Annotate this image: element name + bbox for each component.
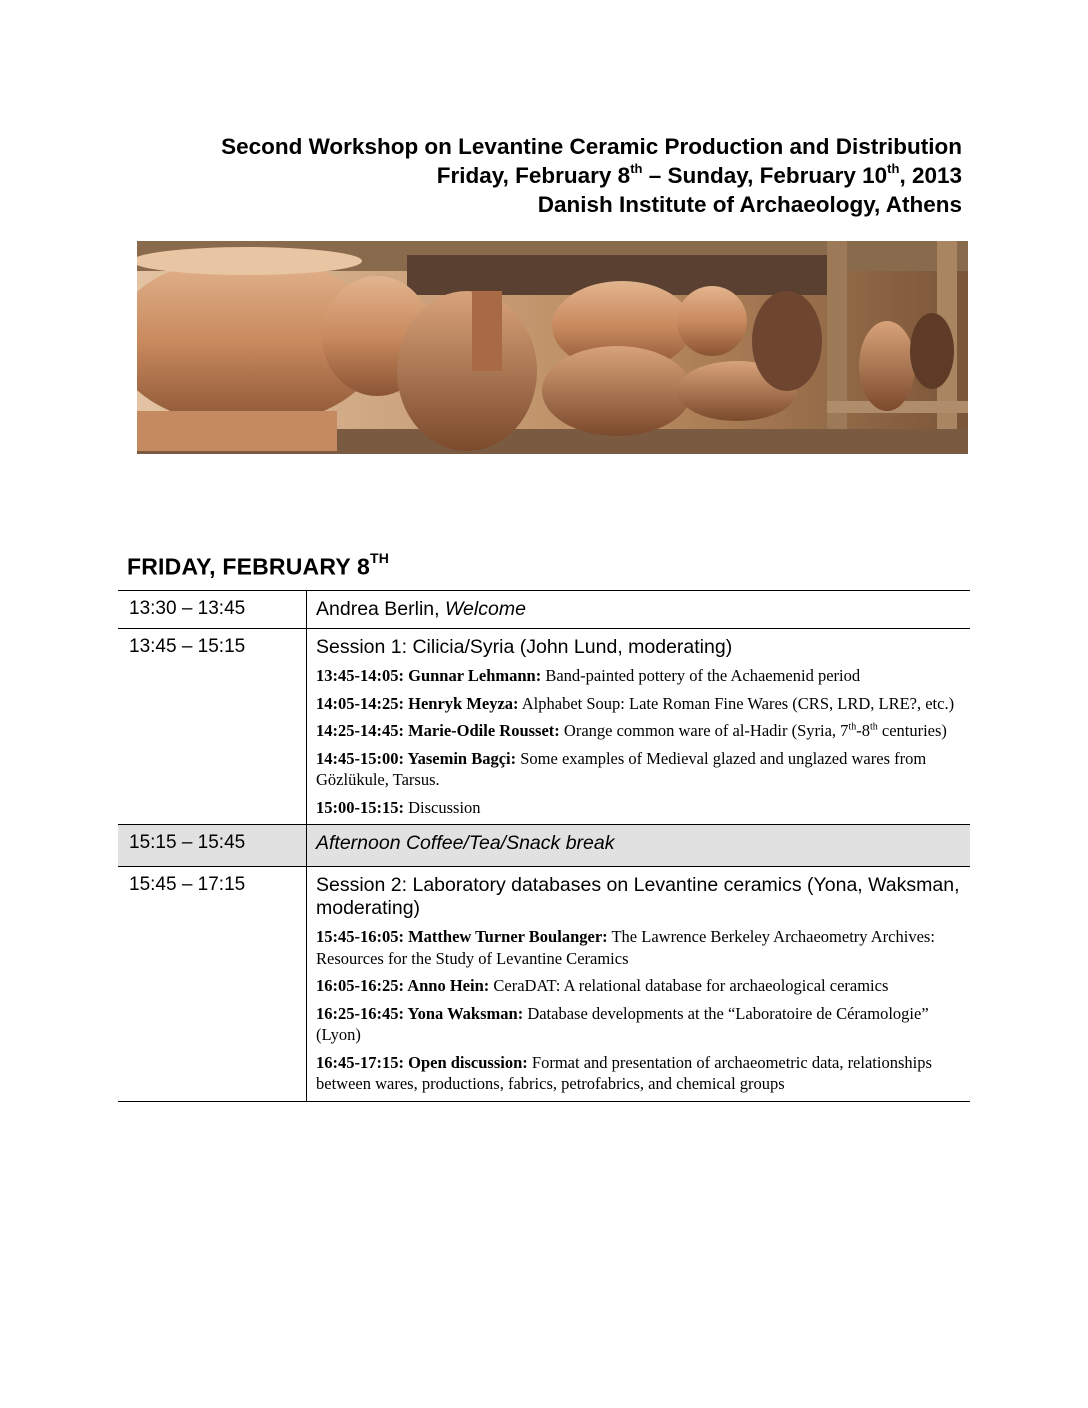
talk-item: 16:25-16:45: Yona Waksman: Database developments at the “Laboratoire de Céramologie” (Lyon) (316, 1003, 929, 1044)
workshop-dates: Friday, February 8th – Sunday, February 10th, 2013 (436, 160, 962, 188)
time-cell: 15:15 – 15:45 (118, 825, 307, 867)
document-header (221, 132, 962, 219)
workshop-title: Second Workshop on Levantine Ceramic Production and Distribution (221, 134, 962, 159)
session-cell: Andrea Berlin, Welcome (316, 598, 526, 620)
schedule-table (118, 590, 970, 1102)
session-cell (307, 867, 971, 1102)
table-row (118, 591, 970, 629)
talk-item: 15:00-15:15: Discussion (316, 797, 481, 817)
break-label: Afternoon Coffee/Tea/Snack break (316, 832, 615, 854)
session-cell (307, 629, 971, 825)
session-cell (307, 825, 971, 867)
talk-item: 14:05-14:25: Henryk Meyza: Alphabet Soup: Late Roman Fine Wares (CRS, LRD, LRE?, etc.) (316, 693, 955, 713)
talk-item: 16:45-17:15: Open discussion: Format and presentation of archaeometric data, relationships between wares, productions, fabrics, petrofabrics, and chemical groups (316, 1052, 932, 1093)
session-heading: Session 1: Cilicia/Syria (John Lund, moderating) (316, 636, 733, 658)
talk-item: 14:25-14:45: Marie-Odile Rousset: Orange common ware of al-Hadir (Syria, 7th-8th centuries) (316, 721, 947, 740)
table-row (118, 867, 970, 1102)
talk-item: 14:45-15:00: Yasemin Bagçi: Some examples of Medieval glazed and unglazed wares from Gözlükule, Tarsus. (316, 748, 927, 789)
time-cell: 15:45 – 17:15 (118, 867, 307, 1102)
talk-item: 15:45-16:05: Matthew Turner Boulanger: The Lawrence Berkeley Archaeometry Archives: Resources for the Study of Levantine Ceramics (316, 927, 935, 968)
day-heading: FRIDAY, FEBRUARY 8TH (127, 550, 390, 580)
time-cell: 13:45 – 15:15 (118, 629, 307, 825)
talk-item: 13:45-14:05: Gunnar Lehmann: Band-painted pottery of the Achaemenid period (316, 666, 861, 685)
workshop-venue: Danish Institute of Archaeology, Athens (537, 192, 962, 217)
talk-item: 16:05-16:25: Anno Hein: CeraDAT: A relational database for archaeological ceramics (316, 976, 889, 995)
session-heading: Session 2: Laboratory databases on Levantine ceramics (Yona, Waksman, moderating) (316, 874, 960, 919)
time-cell: 13:30 – 13:45 (118, 591, 307, 629)
pottery-banner-image (137, 241, 968, 454)
table-row (118, 629, 970, 825)
table-row-break (118, 825, 970, 867)
